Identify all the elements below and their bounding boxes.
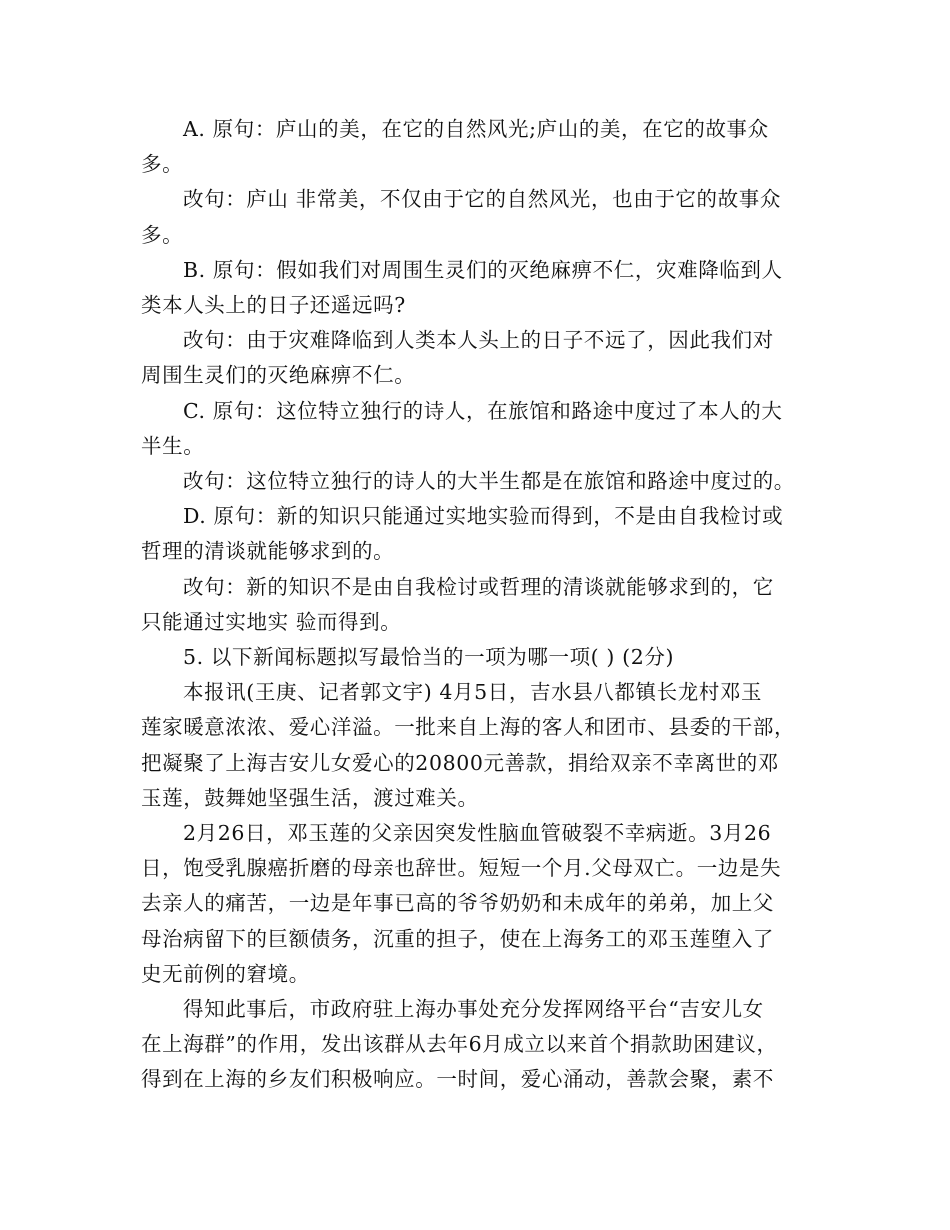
text-line: 半生。 bbox=[141, 433, 205, 458]
document-page bbox=[141, 112, 821, 1098]
paragraph bbox=[141, 253, 821, 323]
text-line: 周围生灵们的灭绝麻痹不仁。 bbox=[141, 363, 416, 388]
paragraph bbox=[141, 816, 821, 992]
text-line: 在上海群”的作用，发出该群从去年6月成立以来首个捐款助困建议， bbox=[141, 1032, 778, 1057]
text-line: A. 原句：庐山的美，在它的自然风光;庐山的美，在它的故事众 bbox=[183, 117, 769, 141]
text-line: 改句：这位特立独行的诗人的大半生都是在旅馆和路途中度过的。 bbox=[183, 469, 795, 494]
paragraph bbox=[141, 675, 821, 816]
text-line: D. 原句：新的知识只能通过实地实验而得到，不是由自我检讨或 bbox=[183, 504, 784, 529]
paragraph bbox=[141, 394, 821, 464]
text-line: 改句：庐山 非常美，不仅由于它的自然风光，也由于它的故事众 bbox=[183, 187, 781, 212]
text-line: 本报讯(王庚、记者郭文宇) 4月5日，吉水县八都镇长龙村邓玉 bbox=[183, 680, 763, 705]
text-line: 5. 以下新闻标题拟写最恰当的一项为哪一项( ) (2分) bbox=[183, 645, 675, 670]
paragraph bbox=[141, 182, 821, 252]
text-line: 得知此事后，市政府驻上海办事处充分发挥网络平台“吉安儿女 bbox=[183, 997, 764, 1022]
text-line: 改句：新的知识不是由自我检讨或哲理的清谈就能够求到的，它 bbox=[183, 574, 774, 599]
text-line: 母治病留下的巨额债务，沉重的担子，使在上海务工的邓玉莲堕入了 bbox=[141, 926, 774, 951]
text-line: C. 原句：这位特立独行的诗人，在旅馆和路途中度过了本人的大 bbox=[183, 398, 783, 423]
paragraph bbox=[141, 570, 821, 640]
text-line: 改句：由于灾难降临到人类本人头上的日子不远了，因此我们对 bbox=[183, 328, 774, 353]
paragraph bbox=[141, 323, 821, 393]
paragraph bbox=[141, 499, 821, 569]
text-line: 哲理的清谈就能够求到的。 bbox=[141, 539, 395, 564]
text-line: B. 原句：假如我们对周围生灵们的灭绝麻痹不仁，灾难降临到人 bbox=[183, 257, 783, 282]
paragraph bbox=[141, 640, 821, 675]
paragraph bbox=[141, 992, 821, 1098]
text-line: 多。 bbox=[141, 222, 184, 247]
text-line: 得到在上海的乡友们积极响应。一时间，爱心涌动，善款会聚，素不 bbox=[141, 1067, 774, 1092]
text-line: 2月26日，邓玉莲的父亲因突发性脑血管破裂不幸病逝。3月26 bbox=[183, 821, 772, 846]
text-line: 类本人头上的日子还遥远吗? bbox=[141, 293, 406, 318]
paragraph bbox=[141, 464, 821, 499]
text-line: 莲家暖意浓浓、爱心洋溢。一批来自上海的客人和团市、县委的干部， bbox=[141, 715, 796, 740]
text-line: 玉莲，鼓舞她坚强生活，渡过难关。 bbox=[141, 785, 479, 810]
text-line: 去亲人的痛苦，一边是年事已高的爷爷奶奶和未成年的弟弟，加上父 bbox=[141, 891, 774, 916]
text-line: 只能通过实地实 验而得到。 bbox=[141, 609, 402, 634]
paragraph bbox=[141, 112, 821, 182]
text-line: 多。 bbox=[141, 152, 184, 177]
text-line: 把凝聚了上海吉安儿女爱心的20800元善款，捐给双亲不幸离世的邓 bbox=[141, 750, 779, 775]
text-line: 日，饱受乳腺癌折磨的母亲也辞世。短短一个月.父母双亡。一边是失 bbox=[141, 856, 782, 881]
text-line: 史无前例的窘境。 bbox=[141, 961, 310, 986]
